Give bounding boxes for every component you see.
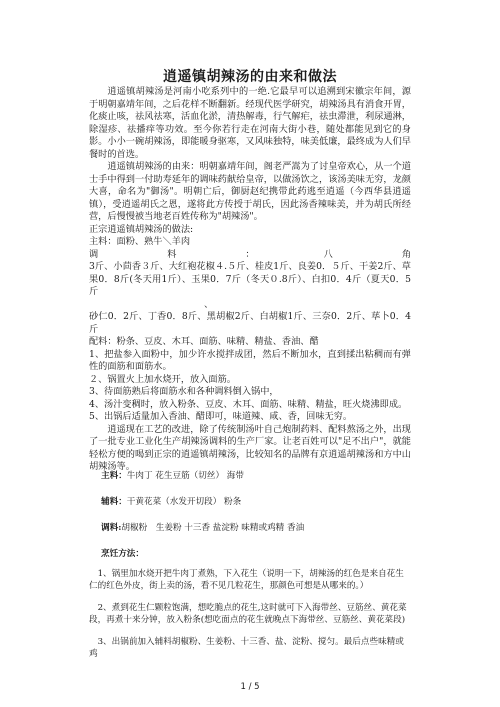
article-body <box>89 86 411 474</box>
main-value: 牛肉丁 花生豆筋（切丝） 海带 <box>126 471 244 481</box>
second-recipe <box>89 470 411 670</box>
aux-value: 干黄花菜（水发开切段） 粉条 <box>126 497 242 507</box>
step-4: 4、汤汁变稠时，放入粉条、豆皮、木耳、面筋、味精、精盐，旺火烧沸即成。 <box>89 398 408 410</box>
step-2: ２、锅置火上加水烧开，放入面筋。 <box>89 373 236 385</box>
main-ingredients-line: 主料：面粉、熟牛＼羊肉 <box>89 236 191 247</box>
seasoning-separator: 、 <box>204 298 214 310</box>
cooking-step-3: 3、出锅前加入辅料胡椒粉、生姜粉、十三香、盐、淀粉、搅匀。最后点些味精或鸡 <box>89 637 404 659</box>
method-heading: 正宗逍遥镇胡辣汤的做法: <box>89 223 194 235</box>
seasoning-char-3: ： <box>245 248 255 260</box>
side-ingredients-line: 配料：粉条、豆皮、木耳、面筋、味精、精盐、香油、醋 <box>89 336 319 347</box>
main-ingredients-row <box>101 470 411 482</box>
step-3: 3、待面筋熟后将面筋水和各种调料倒入锅中， <box>89 386 279 397</box>
seasoning-list-2: 砂仁0．2斤、丁香0．8斤、黑胡椒2斤、白胡椒1斤、三奈0．2斤、荜卜0．4斤 <box>89 311 411 335</box>
seasoning-char-2: 料 <box>167 248 177 260</box>
cooking-method-title: 烹饪方法： <box>101 549 144 559</box>
page-number: 1 / 5 <box>240 682 260 692</box>
seasoning-list-1: 3斤、小茴香３斤、大红袍花椒４.５斤、桂皮1斤、良姜0．５斤、干姜2斤、草果0．8斤(冬天用1斤）、玉果0．7斤（冬天０.8斤）、白扣0．4斤（夏天0．5斤 <box>89 261 411 297</box>
step-1: 1、把盐参入面粉中，加少许水搅拌成团，然后不断加水，直到揉出粘稠而有弹性的面筋和面筋水。 <box>89 348 411 372</box>
origin-paragraph: 逍遥镇胡辣汤的由来：明朝嘉靖年间，阁老严嵩为了讨皇帝欢心，从一个道士手中得到一付助寿延年的调味药献给皇帝，以做汤饮之，该汤美味无穷，龙颜大喜，命名为"御汤"。明朝亡后，御厨赵纪携带此药逃至逍遥（今西华县逍遥镇），受逍遥胡氏之恩，遂将此方传授于胡氏，因此汤香辣味美，并为胡氏所经营，后慢慢被当地老百姓传称为"胡辣汤"。 <box>89 161 411 222</box>
cooking-step-2: 2、煮到花生仁颗粒饱满，想吃脆点的花生,这时就可下入海带丝、豆筋丝、黄花菜段，再煮十来分钟，放入粉条(想吃面点的花生就晚点下海带丝、豆筋丝、黄花菜段) <box>89 603 407 625</box>
aux-ingredients-row <box>101 496 411 508</box>
intro-paragraph: 逍遥镇胡辣汤是河南小吃系列中的一绝.它最早可以追溯到宋徽宗年间，源于明朝嘉靖年间，之后花样不断翻新。经现代医学研究，胡辣汤具有消食开胃，化痰止咳，祛风祛寒，活血化淤，清热解毒，行气解疟，祛虫滞泄，利尿通淋，除湿疹、祛播痒等功效。至今你若行走在河南大街小巷，随处都能见到它的身影。小小一碗胡辣汤，即能暖身驱寒，又风味独特，味美低廉，最终成为人们早餐时的首选。 <box>89 86 411 160</box>
seasoning-char-5: 角 <box>401 248 411 260</box>
industry-paragraph: 逍遥现在工艺的改进，除了传统制汤叶自己炮制药料、配料熬汤之外，出现了一批专业工业化生产胡辣汤调料的生产厂家。让老百姓可以"足不出户"，就能轻松方便的喝到正宗的逍遥镇胡辣汤，比较知名的品牌有京逍遥胡辣汤和方中山胡辣汤等。 <box>89 423 411 472</box>
cooking-step-1: 1、锅里加水烧开把牛肉丁煮熟，下入花生（说明一下，胡辣汤的红色是来自花生仁的红色外皮，街上卖的汤，看不见几粒花生，那颜色可想是从哪来的。） <box>89 569 404 591</box>
seasoning-row <box>101 522 411 534</box>
seasoning-char-4: 八 <box>323 248 333 260</box>
seasoning-label: 调料: <box>101 523 122 533</box>
seasoning-char-1: 调 <box>89 248 99 260</box>
aux-label: 辅料： <box>101 497 127 507</box>
step-5: 5、出锅后适量加入香油、醋即可，味道辣、咸、香，回味无穷。 <box>89 411 353 422</box>
seasoning-heading-line <box>89 249 411 262</box>
seasoning-value: 胡椒粉 生姜粉 十三香 盐淀粉 味精或鸡精 香油 <box>121 523 305 533</box>
main-label: 主料： <box>101 471 127 481</box>
document-title: 逍遥镇胡辣汤的由来和做法 <box>163 69 337 85</box>
